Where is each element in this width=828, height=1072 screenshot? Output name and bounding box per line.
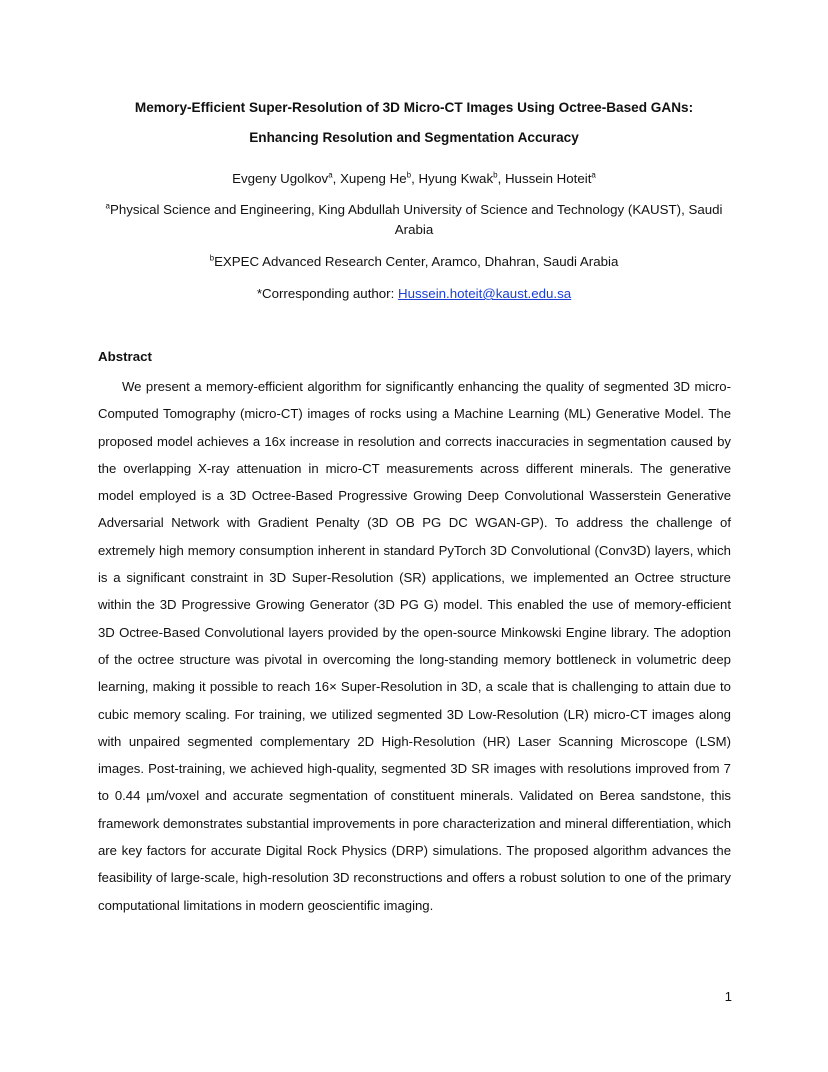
author-affiliation-mark: b bbox=[493, 170, 498, 180]
author-name: Xupeng He bbox=[340, 171, 407, 186]
author-separator: , bbox=[332, 171, 341, 186]
affiliation-mark: b bbox=[209, 253, 215, 263]
author-separator: , bbox=[411, 171, 419, 186]
author-name: Evgeny Ugolkov bbox=[232, 171, 329, 186]
author bbox=[505, 171, 596, 186]
author-affiliation-mark: a bbox=[328, 170, 333, 180]
affiliation-a bbox=[96, 200, 732, 240]
corresponding-author bbox=[96, 284, 732, 304]
corresponding-email-link[interactable]: Hussein.hoteit@kaust.edu.sa bbox=[398, 286, 572, 301]
affiliation-mark: a bbox=[105, 201, 110, 211]
author-name: Hussein Hoteit bbox=[504, 171, 592, 186]
author bbox=[418, 171, 505, 186]
paper-title-line-2: Enhancing Resolution and Segmentation Accuracy bbox=[249, 130, 579, 145]
abstract-text: We present a memory-efficient algorithm for significantly enhancing the quality of segmented 3D micro-Computed Tomography (micro-CT) images of rocks using a Machine Learning (ML) Generative Model. The proposed model achieves a 16x increase in resolution and corrects inaccuracies in segmentation caused by the overlapping X-ray attenuation in micro-CT measurements across different minerals. The generative model employed is a 3D Octree-Based Progressive Growing Deep Convolutional Wasserstein Generative Adversarial Network with Gradient Penalty (3D OB PG DC WGAN-GP). To address the challenge of extremely high memory consumption inherent in standard PyTorch 3D Convolutional (Conv3D) layers, which is a significant constraint in 3D Super-Resolution (SR) applications, we implemented an Octree structure within the 3D Progressive Growing Generator (3D PG G) model. This enabled the use of memory-efficient 3D Octree-Based Convolutional layers provided by the open-source Minkowski Engine library. The adoption of the octree structure was pivotal in overcoming the long-standing memory bottleneck in volumetric deep learning, making it possible to reach 16× Super-Resolution in 3D, a scale that is challenging to attain due to cubic memory scaling. For training, we utilized segmented 3D Low-Resolution (LR) micro-CT images along with unpaired segmented complementary 2D High-Resolution (HR) Laser Scanning Microscope (LSM) images. Post-training, we achieved high-quality, segmented 3D SR images with resolutions improved from 7 to 0.44 µm/voxel and accurate segmentation of constituent minerals. Validated on Berea sandstone, this framework demonstrates substantial improvements in pore characterization and mineral differentiation, which are key factors for accurate Digital Rock Physics (DRP) simulations. The proposed algorithm advances the feasibility of large-scale, high-resolution 3D reconstructions and offers a robust solution to one of the primary computational limitations in modern geoscientific imaging. bbox=[98, 379, 732, 913]
affiliation-b bbox=[96, 252, 732, 272]
author-separator: , bbox=[497, 171, 505, 186]
author-affiliation-mark: a bbox=[591, 170, 596, 180]
abstract-heading: Abstract bbox=[98, 349, 152, 364]
page-number: 1 bbox=[724, 989, 732, 1004]
author bbox=[340, 171, 418, 186]
affiliation-text: Physical Science and Engineering, King Abdullah University of Science and Technology (KAUST), Saudi Arabia bbox=[109, 202, 723, 237]
paper-title-line-1: Memory-Efficient Super-Resolution of 3D Micro-CT Images Using Octree-Based GANs: bbox=[134, 100, 694, 115]
author-name: Hyung Kwak bbox=[418, 171, 494, 186]
author-affiliation-mark: b bbox=[406, 170, 412, 180]
affiliation-text: EXPEC Advanced Research Center, Aramco, Dhahran, Saudi Arabia bbox=[214, 254, 619, 269]
author-list bbox=[60, 169, 768, 189]
author bbox=[232, 171, 340, 186]
corresponding-author-label: *Corresponding author: bbox=[256, 286, 398, 301]
